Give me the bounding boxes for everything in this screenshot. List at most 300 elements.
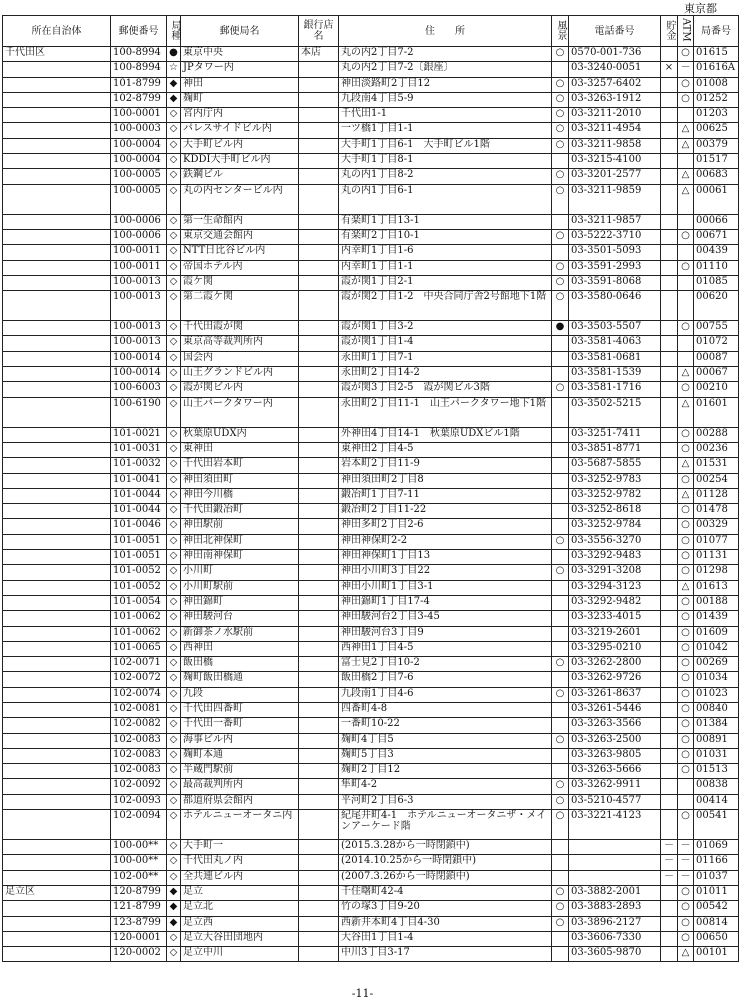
- savings-cell: [661, 931, 678, 946]
- phone-cell: 03-3263-3566: [569, 718, 661, 733]
- bank-branch-cell: [299, 855, 339, 870]
- area-cell: [3, 214, 111, 229]
- bank-branch-cell: [299, 351, 339, 366]
- atm-cell: ○: [678, 748, 694, 763]
- address-cell: 霞が関1丁目2-1: [339, 275, 552, 290]
- atm-cell: ○: [678, 672, 694, 687]
- office-type-cell: ●: [167, 47, 181, 62]
- postal-code-cell: 102-0081: [111, 702, 167, 717]
- office-type-cell: ◇: [167, 733, 181, 748]
- savings-cell: [661, 77, 678, 92]
- postal-code-cell: 120-8799: [111, 885, 167, 900]
- atm-cell: [678, 108, 694, 123]
- office-number-cell: 01252: [694, 92, 739, 107]
- atm-cell: ○: [678, 382, 694, 397]
- area-cell: [3, 458, 111, 473]
- office-name-cell: 神田今川橋: [181, 488, 299, 503]
- bank-branch-cell: [299, 382, 339, 397]
- table-row: [3, 442, 739, 457]
- savings-cell: [661, 397, 678, 427]
- savings-cell: ×: [661, 62, 678, 77]
- phone-cell: 03-3581-1716: [569, 382, 661, 397]
- office-name-cell: 最高裁判所内: [181, 779, 299, 794]
- office-name-cell: 千代田丸ノ内: [181, 855, 299, 870]
- office-number-cell: 01298: [694, 565, 739, 580]
- office-type-cell: ◇: [167, 855, 181, 870]
- scenic-stamp-cell: [552, 488, 569, 503]
- address-cell: 飯田橋2丁目7-6: [339, 672, 552, 687]
- table-row: [3, 810, 739, 840]
- postal-code-cell: 100-00**: [111, 840, 167, 855]
- address-cell: 中川3丁目3-17: [339, 947, 552, 962]
- savings-cell: [661, 595, 678, 610]
- bank-branch-cell: [299, 550, 339, 565]
- atm-cell: ○: [678, 427, 694, 442]
- table-row: [3, 47, 739, 62]
- office-name-cell: 東京交通会館内: [181, 229, 299, 244]
- area-cell: [3, 641, 111, 656]
- savings-cell: [661, 321, 678, 336]
- area-cell: [3, 473, 111, 488]
- postal-code-cell: 120-0001: [111, 931, 167, 946]
- office-name-cell: 全共連ビル内: [181, 870, 299, 885]
- area-cell: [3, 184, 111, 214]
- atm-cell: △: [678, 397, 694, 427]
- scenic-stamp-cell: ○: [552, 291, 569, 321]
- office-name-cell: KDDI大手町ビル内: [181, 154, 299, 169]
- atm-cell: －: [678, 870, 694, 885]
- phone-cell: 03-3556-3270: [569, 534, 661, 549]
- postal-code-cell: 121-8799: [111, 901, 167, 916]
- savings-cell: －: [661, 840, 678, 855]
- postal-code-cell: 101-0041: [111, 473, 167, 488]
- address-cell: 神田駿河台3丁目9: [339, 626, 552, 641]
- area-cell: [3, 687, 111, 702]
- bank-branch-cell: [299, 718, 339, 733]
- table-row: [3, 748, 739, 763]
- address-cell: (2015.3.28から一時閉鎖中): [339, 840, 552, 855]
- postal-code-cell: 100-0006: [111, 229, 167, 244]
- scenic-stamp-cell: [552, 947, 569, 962]
- address-cell: 岩本町2丁目11-9: [339, 458, 552, 473]
- savings-cell: [661, 901, 678, 916]
- bank-branch-cell: [299, 245, 339, 260]
- scenic-stamp-cell: [552, 458, 569, 473]
- savings-cell: [661, 336, 678, 351]
- scenic-stamp-cell: ●: [552, 321, 569, 336]
- header-kind: 局種: [167, 16, 181, 47]
- office-type-cell: ◆: [167, 77, 181, 92]
- postal-code-cell: 100-8994: [111, 62, 167, 77]
- office-number-cell: 01439: [694, 611, 739, 626]
- address-cell: 外神田4丁目14-1 秋葉原UDXビル1階: [339, 427, 552, 442]
- phone-cell: 03-3215-4100: [569, 154, 661, 169]
- scenic-stamp-cell: ○: [552, 229, 569, 244]
- area-cell: [3, 488, 111, 503]
- savings-cell: [661, 702, 678, 717]
- table-row: [3, 565, 739, 580]
- table-row: [3, 855, 739, 870]
- table-row: [3, 611, 739, 626]
- table-row: [3, 657, 739, 672]
- office-type-cell: ◇: [167, 442, 181, 457]
- office-number-cell: 00236: [694, 442, 739, 457]
- bank-branch-cell: [299, 641, 339, 656]
- scenic-stamp-cell: ○: [552, 885, 569, 900]
- office-number-cell: 00101: [694, 947, 739, 962]
- phone-cell: 03-3251-7411: [569, 427, 661, 442]
- table-row: [3, 504, 739, 519]
- phone-cell: 03-3263-1912: [569, 92, 661, 107]
- scenic-stamp-cell: ○: [552, 779, 569, 794]
- address-cell: 西神田1丁目4-5: [339, 641, 552, 656]
- atm-cell: ○: [678, 565, 694, 580]
- phone-cell: 03-3883-2893: [569, 901, 661, 916]
- office-number-cell: 00814: [694, 916, 739, 931]
- phone-cell: 03-3252-9783: [569, 473, 661, 488]
- office-name-cell: 神田駿河台: [181, 611, 299, 626]
- area-cell: [3, 229, 111, 244]
- phone-cell: 03-3240-0051: [569, 62, 661, 77]
- area-cell: [3, 519, 111, 534]
- phone-cell: 03-3261-5446: [569, 702, 661, 717]
- table-row: [3, 229, 739, 244]
- phone-cell: 03-3262-9726: [569, 672, 661, 687]
- atm-cell: ○: [678, 718, 694, 733]
- atm-cell: △: [678, 947, 694, 962]
- savings-cell: [661, 442, 678, 457]
- postal-code-cell: 100-0005: [111, 184, 167, 214]
- office-type-cell: ◇: [167, 214, 181, 229]
- office-name-cell: 小川町: [181, 565, 299, 580]
- savings-cell: [661, 657, 678, 672]
- office-name-cell: 九段: [181, 687, 299, 702]
- savings-cell: [661, 733, 678, 748]
- office-name-cell: 千代田霞が関: [181, 321, 299, 336]
- address-cell: 麹町2丁目12: [339, 764, 552, 779]
- scenic-stamp-cell: ○: [552, 794, 569, 809]
- bank-branch-cell: [299, 810, 339, 840]
- office-name-cell: 足立北: [181, 901, 299, 916]
- area-cell: [3, 565, 111, 580]
- bank-branch-cell: [299, 870, 339, 885]
- atm-cell: ○: [678, 519, 694, 534]
- bank-branch-cell: [299, 458, 339, 473]
- header-addr: 住 所: [339, 16, 552, 47]
- address-cell: 永田町2丁目11-1 山王パークタワー地下1階: [339, 397, 552, 427]
- savings-cell: [661, 764, 678, 779]
- scenic-stamp-cell: ○: [552, 47, 569, 62]
- phone-cell: 03-3263-2500: [569, 733, 661, 748]
- atm-cell: ○: [678, 47, 694, 62]
- table-row: [3, 382, 739, 397]
- office-number-cell: 01131: [694, 550, 739, 565]
- atm-cell: ○: [678, 657, 694, 672]
- office-name-cell: JPタワー内: [181, 62, 299, 77]
- postal-code-cell: 101-0065: [111, 641, 167, 656]
- phone-cell: 03-3295-0210: [569, 641, 661, 656]
- bank-branch-cell: [299, 321, 339, 336]
- office-number-cell: 01023: [694, 687, 739, 702]
- phone-cell: [569, 870, 661, 885]
- phone-cell: 03-3605-9870: [569, 947, 661, 962]
- office-name-cell: 神田南神保町: [181, 550, 299, 565]
- office-number-cell: 00683: [694, 169, 739, 184]
- address-cell: 隼町4-2: [339, 779, 552, 794]
- office-number-cell: 01203: [694, 108, 739, 123]
- scenic-stamp-cell: [552, 336, 569, 351]
- address-cell: 霞が関1丁目3-2: [339, 321, 552, 336]
- office-number-cell: 00288: [694, 427, 739, 442]
- atm-cell: [678, 794, 694, 809]
- bank-branch-cell: [299, 214, 339, 229]
- office-type-cell: ◇: [167, 550, 181, 565]
- area-cell: [3, 931, 111, 946]
- office-name-cell: 山王パークタワー内: [181, 397, 299, 427]
- scenic-stamp-cell: [552, 351, 569, 366]
- office-type-cell: ◇: [167, 764, 181, 779]
- address-cell: 有楽町1丁目13-1: [339, 214, 552, 229]
- area-cell: [3, 154, 111, 169]
- area-cell: [3, 702, 111, 717]
- bank-branch-cell: [299, 123, 339, 138]
- table-row: [3, 245, 739, 260]
- office-type-cell: ◇: [167, 458, 181, 473]
- office-number-cell: 00254: [694, 473, 739, 488]
- phone-cell: 03-5210-4577: [569, 794, 661, 809]
- office-type-cell: ◇: [167, 260, 181, 275]
- bank-branch-cell: [299, 733, 339, 748]
- office-number-cell: 01128: [694, 488, 739, 503]
- scenic-stamp-cell: ○: [552, 810, 569, 840]
- table-row: [3, 550, 739, 565]
- postal-code-cell: 102-0092: [111, 779, 167, 794]
- bank-branch-cell: [299, 504, 339, 519]
- table-row: [3, 764, 739, 779]
- office-number-cell: 01008: [694, 77, 739, 92]
- postal-code-cell: 101-0052: [111, 580, 167, 595]
- office-type-cell: ◇: [167, 123, 181, 138]
- office-name-cell: 秋葉原UDX内: [181, 427, 299, 442]
- office-number-cell: 00067: [694, 367, 739, 382]
- address-cell: 平河町2丁目6-3: [339, 794, 552, 809]
- address-cell: 紀尾井町4-1 ホテルニューオータニザ・メインアーケード階: [339, 810, 552, 840]
- office-number-cell: 00840: [694, 702, 739, 717]
- savings-cell: [661, 351, 678, 366]
- office-number-cell: 01037: [694, 870, 739, 885]
- address-cell: 富士見2丁目10-2: [339, 657, 552, 672]
- office-number-cell: 00210: [694, 382, 739, 397]
- scenic-stamp-cell: [552, 840, 569, 855]
- atm-cell: [678, 245, 694, 260]
- scenic-stamp-cell: [552, 855, 569, 870]
- atm-cell: ○: [678, 916, 694, 931]
- phone-cell: 03-3292-9482: [569, 595, 661, 610]
- office-name-cell: 千代田一番町: [181, 718, 299, 733]
- office-type-cell: ◇: [167, 870, 181, 885]
- scenic-stamp-cell: [552, 626, 569, 641]
- savings-cell: [661, 718, 678, 733]
- phone-cell: 03-3261-8637: [569, 687, 661, 702]
- scenic-stamp-cell: [552, 580, 569, 595]
- address-cell: 霞が関3丁目2-5 霞が関ビル3階: [339, 382, 552, 397]
- office-number-cell: 01613: [694, 580, 739, 595]
- postal-code-cell: 100-0001: [111, 108, 167, 123]
- savings-cell: [661, 154, 678, 169]
- table-row: [3, 595, 739, 610]
- address-cell: 丸の内1丁目6-1: [339, 184, 552, 214]
- office-name-cell: 神田錦町: [181, 595, 299, 610]
- office-type-cell: ◇: [167, 794, 181, 809]
- office-number-cell: 01110: [694, 260, 739, 275]
- phone-cell: 03-3221-4123: [569, 810, 661, 840]
- area-cell: [3, 92, 111, 107]
- office-name-cell: 海事ビル内: [181, 733, 299, 748]
- scenic-stamp-cell: [552, 641, 569, 656]
- postal-code-cell: 100-6190: [111, 397, 167, 427]
- scenic-stamp-cell: [552, 473, 569, 488]
- address-cell: 神田小川町1丁目3-1: [339, 580, 552, 595]
- postal-code-cell: 100-0013: [111, 336, 167, 351]
- office-name-cell: 鉄鋼ビル: [181, 169, 299, 184]
- phone-cell: 03-3252-8618: [569, 504, 661, 519]
- office-type-cell: ◇: [167, 245, 181, 260]
- bank-branch-cell: [299, 702, 339, 717]
- bank-branch-cell: [299, 748, 339, 763]
- area-cell: [3, 427, 111, 442]
- office-type-cell: ◆: [167, 901, 181, 916]
- office-type-cell: ◇: [167, 657, 181, 672]
- area-cell: [3, 626, 111, 641]
- scenic-stamp-cell: ○: [552, 169, 569, 184]
- savings-cell: [661, 534, 678, 549]
- postal-code-cell: 102-0071: [111, 657, 167, 672]
- office-number-cell: 01072: [694, 336, 739, 351]
- office-name-cell: 千代田岩本町: [181, 458, 299, 473]
- scenic-stamp-cell: [552, 62, 569, 77]
- office-type-cell: ◇: [167, 672, 181, 687]
- office-name-cell: 神田須田町: [181, 473, 299, 488]
- table-row: [3, 154, 739, 169]
- bank-branch-cell: [299, 473, 339, 488]
- phone-cell: 03-3591-8068: [569, 275, 661, 290]
- table-row: [3, 291, 739, 321]
- office-number-cell: 00891: [694, 733, 739, 748]
- savings-cell: [661, 214, 678, 229]
- phone-cell: 03-3262-9911: [569, 779, 661, 794]
- savings-cell: [661, 291, 678, 321]
- savings-cell: [661, 92, 678, 107]
- office-type-cell: ◇: [167, 108, 181, 123]
- savings-cell: [661, 138, 678, 153]
- table-row: [3, 901, 739, 916]
- table-row: [3, 214, 739, 229]
- office-number-cell: 00329: [694, 519, 739, 534]
- office-name-cell: 東神田: [181, 442, 299, 457]
- phone-cell: 03-5687-5855: [569, 458, 661, 473]
- office-type-cell: ◇: [167, 702, 181, 717]
- table-row: [3, 367, 739, 382]
- atm-cell: [678, 291, 694, 321]
- atm-cell: ○: [678, 92, 694, 107]
- office-number-cell: 01085: [694, 275, 739, 290]
- postal-code-cell: 102-0093: [111, 794, 167, 809]
- office-number-cell: 01166: [694, 855, 739, 870]
- office-number-cell: 01531: [694, 458, 739, 473]
- postal-code-cell: 100-6003: [111, 382, 167, 397]
- postal-code-cell: 101-0044: [111, 488, 167, 503]
- office-type-cell: ◇: [167, 519, 181, 534]
- savings-cell: [661, 519, 678, 534]
- office-number-cell: 00671: [694, 229, 739, 244]
- address-cell: 麹町4丁目5: [339, 733, 552, 748]
- savings-cell: [661, 47, 678, 62]
- scenic-stamp-cell: [552, 519, 569, 534]
- atm-cell: ○: [678, 260, 694, 275]
- bank-branch-cell: [299, 108, 339, 123]
- bank-branch-cell: [299, 291, 339, 321]
- scenic-stamp-cell: ○: [552, 275, 569, 290]
- atm-cell: [678, 779, 694, 794]
- savings-cell: [661, 229, 678, 244]
- header-bank: 銀行店名: [299, 16, 339, 47]
- scenic-stamp-cell: [552, 367, 569, 382]
- address-cell: 神田淡路町2丁目12: [339, 77, 552, 92]
- savings-cell: [661, 184, 678, 214]
- postal-code-cell: 101-0044: [111, 504, 167, 519]
- savings-cell: [661, 794, 678, 809]
- address-cell: 千住曙町42-4: [339, 885, 552, 900]
- postal-code-cell: 101-0046: [111, 519, 167, 534]
- office-type-cell: ◇: [167, 473, 181, 488]
- atm-cell: ○: [678, 534, 694, 549]
- area-cell: [3, 260, 111, 275]
- address-cell: 大手町1丁目6-1 大手町ビル1階: [339, 138, 552, 153]
- area-cell: [3, 580, 111, 595]
- office-name-cell: 東京高等裁判所内: [181, 336, 299, 351]
- address-cell: 四番町4-8: [339, 702, 552, 717]
- postal-code-cell: 102-0083: [111, 764, 167, 779]
- office-name-cell: 丸の内センタービル内: [181, 184, 299, 214]
- header-name: 郵便局名: [181, 16, 299, 47]
- office-name-cell: 国会内: [181, 351, 299, 366]
- header-atm: ATM: [678, 16, 694, 47]
- table-row: [3, 260, 739, 275]
- savings-cell: [661, 641, 678, 656]
- postal-code-cell: 100-0004: [111, 154, 167, 169]
- savings-cell: [661, 611, 678, 626]
- table-row: [3, 580, 739, 595]
- bank-branch-cell: [299, 947, 339, 962]
- phone-cell: 03-3257-6402: [569, 77, 661, 92]
- area-cell: [3, 138, 111, 153]
- office-type-cell: ◇: [167, 810, 181, 840]
- bank-branch-cell: [299, 92, 339, 107]
- phone-cell: 03-3252-9782: [569, 488, 661, 503]
- atm-cell: ○: [678, 733, 694, 748]
- scenic-stamp-cell: [552, 214, 569, 229]
- atm-cell: △: [678, 580, 694, 595]
- office-number-cell: 00269: [694, 657, 739, 672]
- atm-cell: ○: [678, 595, 694, 610]
- office-name-cell: 麹町飯田橋通: [181, 672, 299, 687]
- office-number-cell: 01478: [694, 504, 739, 519]
- scenic-stamp-cell: [552, 931, 569, 946]
- area-cell: [3, 397, 111, 427]
- area-cell: [3, 733, 111, 748]
- phone-cell: 03-3606-7330: [569, 931, 661, 946]
- area-cell: [3, 77, 111, 92]
